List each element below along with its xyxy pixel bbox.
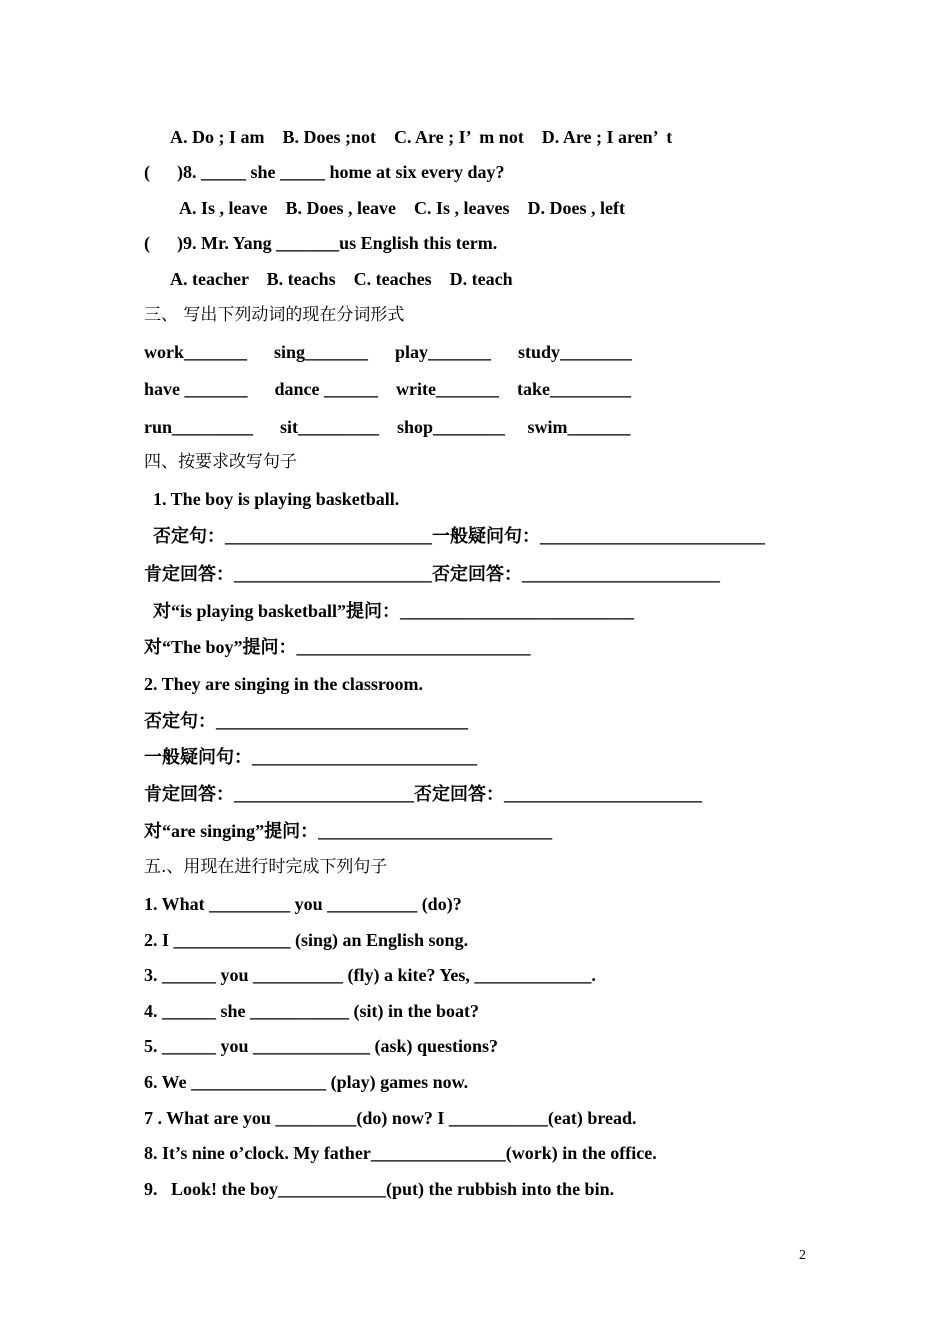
section-5-heading: 五.、用现在进行时完成下列句子 xyxy=(144,857,388,877)
verb-row-2: have _______ dance ______ write_______ take_________ xyxy=(144,379,631,399)
verb-row-3: run_________ sit_________ shop________ swim_______ xyxy=(144,417,631,437)
fill-7: 7 . What are you _________(do) now? I ___________(eat) bread. xyxy=(144,1108,637,1128)
rewrite-1-ask-subject: 对“The boy”提问：__________________________ xyxy=(144,637,531,657)
fill-2: 2. I _____________ (sing) an English song. xyxy=(144,930,469,950)
rewrite-1-answers: 肯定回答：______________________否定回答：______________________ xyxy=(144,564,720,584)
fill-6: 6. We _______________ (play) games now. xyxy=(144,1072,469,1092)
rewrite-1-ask-action: 对“is playing basketball”提问：__________________________ xyxy=(144,601,635,621)
rewrite-2-negative: 否定句：____________________________ xyxy=(144,711,468,731)
q8-options: A. Is , leave B. Does , leave C. Is , leaves D. Does , left xyxy=(144,198,625,218)
verb-row-1: work_______ sing_______ play_______ study________ xyxy=(144,342,633,362)
fill-9: 9. Look! the boy____________(put) the rubbish into the bin. xyxy=(144,1179,615,1199)
fill-3: 3. ______ you __________ (fly) a kite? Yes, _____________. xyxy=(144,965,596,985)
rewrite-2-sentence: 2. They are singing in the classroom. xyxy=(144,674,424,694)
q9-options: A. teacher B. teachs C. teaches D. teach xyxy=(144,269,513,289)
fill-5: 5. ______ you _____________ (ask) questions? xyxy=(144,1036,499,1056)
section-3-heading: 三、 写出下列动词的现在分词形式 xyxy=(144,305,405,325)
rewrite-1-negative-question: 否定句：_______________________一般疑问句：_________________________ xyxy=(144,526,765,546)
fill-4: 4. ______ she ___________ (sit) in the boat? xyxy=(144,1001,480,1021)
q7-options: A. Do ; I am B. Does ;not C. Are ; I’ m not D. Are ; I aren’ t xyxy=(144,127,673,147)
fill-8: 8. It’s nine o’clock. My father_______________(work) in the office. xyxy=(144,1143,657,1163)
section-4-heading: 四、按要求改写句子 xyxy=(144,452,297,472)
page-number: 2 xyxy=(799,1248,806,1263)
q8-question: ( )8. _____ she _____ home at six every day? xyxy=(144,162,505,182)
q9-question: ( )9. Mr. Yang _______us English this term. xyxy=(144,233,498,253)
rewrite-2-ask-action: 对“are singing”提问：__________________________ xyxy=(144,821,553,841)
fill-1: 1. What _________ you __________ (do)? xyxy=(144,894,462,914)
rewrite-1-sentence: 1. The boy is playing basketball. xyxy=(144,489,400,509)
rewrite-2-answers: 肯定回答：____________________否定回答：______________________ xyxy=(144,784,702,804)
rewrite-2-question: 一般疑问句：_________________________ xyxy=(144,747,477,767)
